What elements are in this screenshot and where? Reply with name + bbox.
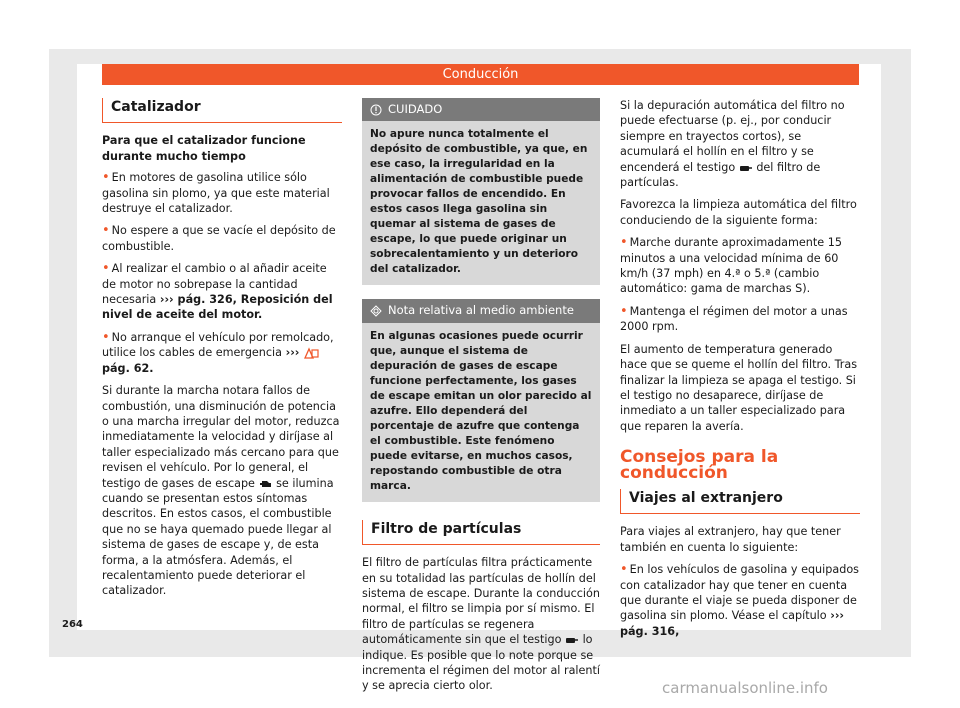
page-number: 264	[62, 619, 83, 630]
caution-header: CUIDADO	[362, 98, 600, 121]
page-reference-link[interactable]: ››› pág. 326, Reposición del nivel de aceite del motor.	[102, 293, 333, 322]
caution-body: No apure nunca totalmente el depósito de combustible, ya que, en ese caso, la irregularidad en la alimentación de combustible puede provocar fallos de encendido. En estos casos llega gasolina sin quemar al sistema de gases de escape, lo que puede originar un sobrecalentamiento y un deterioro del catalizador.	[362, 121, 600, 285]
chapter-title: Consejos para la conducción	[620, 447, 779, 483]
bullet-item: • En motores de gasolina utilice sólo gasolina sin plomo, ya que este material destruye el catalizador.	[102, 170, 330, 216]
environment-note-body: En algunas ocasiones puede ocurrir que, aunque el sistema de depuración de gases de escape funcione perfectamente, los gases de escape emitan un olor parecido al azufre. Ello dependerá del porcentaje de azufre que contenga el combustible. Este fenómeno puede evitarse, en muchos casos, repostando combustible de otra marca.	[362, 323, 600, 502]
bullet-item: • Mantenga el régimen del motor a unas 2000 rpm.	[620, 303, 848, 334]
bullet-item: • Marche durante aproximadamente 15 minutos a una velocidad mínima de 60 km/h (37 mph) en 4.ª o 5.ª (cambio automático: gama de marchas S).	[620, 235, 842, 296]
paragraph: Si durante la marcha notara fallos de combustión, una disminución de potencia o una marcha irregular del motor, reduzca inmediatamente la velocidad y diríjase al taller especializado más cercano para que revisen el vehículo. Por lo general, el testigo de gases de escape se ilumina cuando se presentan estos síntomas descritos. En estos casos, el combustible que no se haya quemado puede llegar al sistema de gases de escape y, de esta forma, a la atmósfera. Además, el recalentamiento puede deteriorar el catalizador.	[102, 384, 340, 598]
column-3	[620, 98, 860, 646]
section-title-filtro: Filtro de partículas	[362, 520, 600, 545]
bullet-item: • No arranque el vehículo por remolcado, utilice los cables de emergencia ››› pág. 62.	[102, 329, 334, 375]
column-2	[362, 98, 600, 701]
column-1	[102, 98, 342, 606]
paragraph: El filtro de partículas filtra prácticamente en su totalidad las partículas de hollín del sistema de escape. Durante la conducción normal, el filtro se limpia por sí mismo. El filtro de partículas se regenera automáticamente sin que el testigo lo indique. Es posible que lo note porque se incrementa el régimen del motor al ralentí y se aprecia cierto olor.	[362, 556, 601, 693]
bullet-item: • Al realizar el cambio o al añadir aceite de motor no sobrepase la cantidad necesaria ››› pág. 326, Reposición del nivel de aceite del motor.	[102, 261, 333, 322]
paragraph: Para viajes al extranjero, hay que tener también en cuenta lo siguiente:	[620, 525, 841, 554]
page-reference-link[interactable]: ››› pág. 316,	[620, 609, 845, 638]
bullet-icon: •	[620, 562, 628, 578]
bullet-item: • No espere a que se vacíe el depósito de combustible.	[102, 223, 336, 253]
bullet-icon: •	[102, 261, 110, 277]
environment-note-box	[362, 299, 600, 501]
engine-warning-icon	[259, 479, 273, 489]
paragraph: Favorezca la limpieza automática del filtro conduciendo de la siguiente forma:	[620, 198, 857, 227]
bullet-icon: •	[620, 303, 628, 319]
bullet-icon: •	[102, 170, 110, 186]
page-reference-link[interactable]: pág. 62.	[102, 361, 154, 375]
bullet-item: • En los vehículos de gasolina y equipados con catalizador hay que tener en cuenta que durante el viaje se pueda disponer de gasolina sin plomo. Véase el capítulo ››› pág. 316,	[620, 562, 859, 638]
particle-filter-icon	[565, 635, 579, 645]
warning-triangle-icon	[303, 347, 319, 359]
paragraph: Si la depuración automática del filtro no puede efectuarse (p. ej., por conducir siempre en trayectos cortos), se acumulará el hollín en el filtro y se encenderá el testigo del filtro de partículas.	[620, 99, 845, 190]
subtitle: Para que el catalizador funcione durante mucho tiempo	[102, 134, 306, 163]
particle-filter-icon	[739, 163, 753, 173]
watermark: carmanualsonline.info	[662, 679, 828, 697]
chapter-header: Conducción	[102, 64, 859, 85]
info-circle-icon	[370, 104, 382, 116]
environment-leaf-icon	[370, 305, 382, 317]
bullet-icon: •	[620, 235, 628, 251]
section-title-viajes: Viajes al extranjero	[620, 489, 860, 514]
bullet-icon: •	[102, 223, 110, 239]
paragraph: El aumento de temperatura generado hace que se queme el hollín del filtro. Tras finalizar la limpieza se apaga el testigo. Si el testigo no desaparece, diríjase de inmediato a un taller especializado para que reparen la avería.	[620, 342, 858, 433]
caution-box	[362, 98, 600, 285]
bullet-icon: •	[102, 329, 110, 345]
environment-note-header: Nota relativa al medio ambiente	[362, 299, 600, 322]
section-title-catalizador: Catalizador	[102, 98, 342, 123]
